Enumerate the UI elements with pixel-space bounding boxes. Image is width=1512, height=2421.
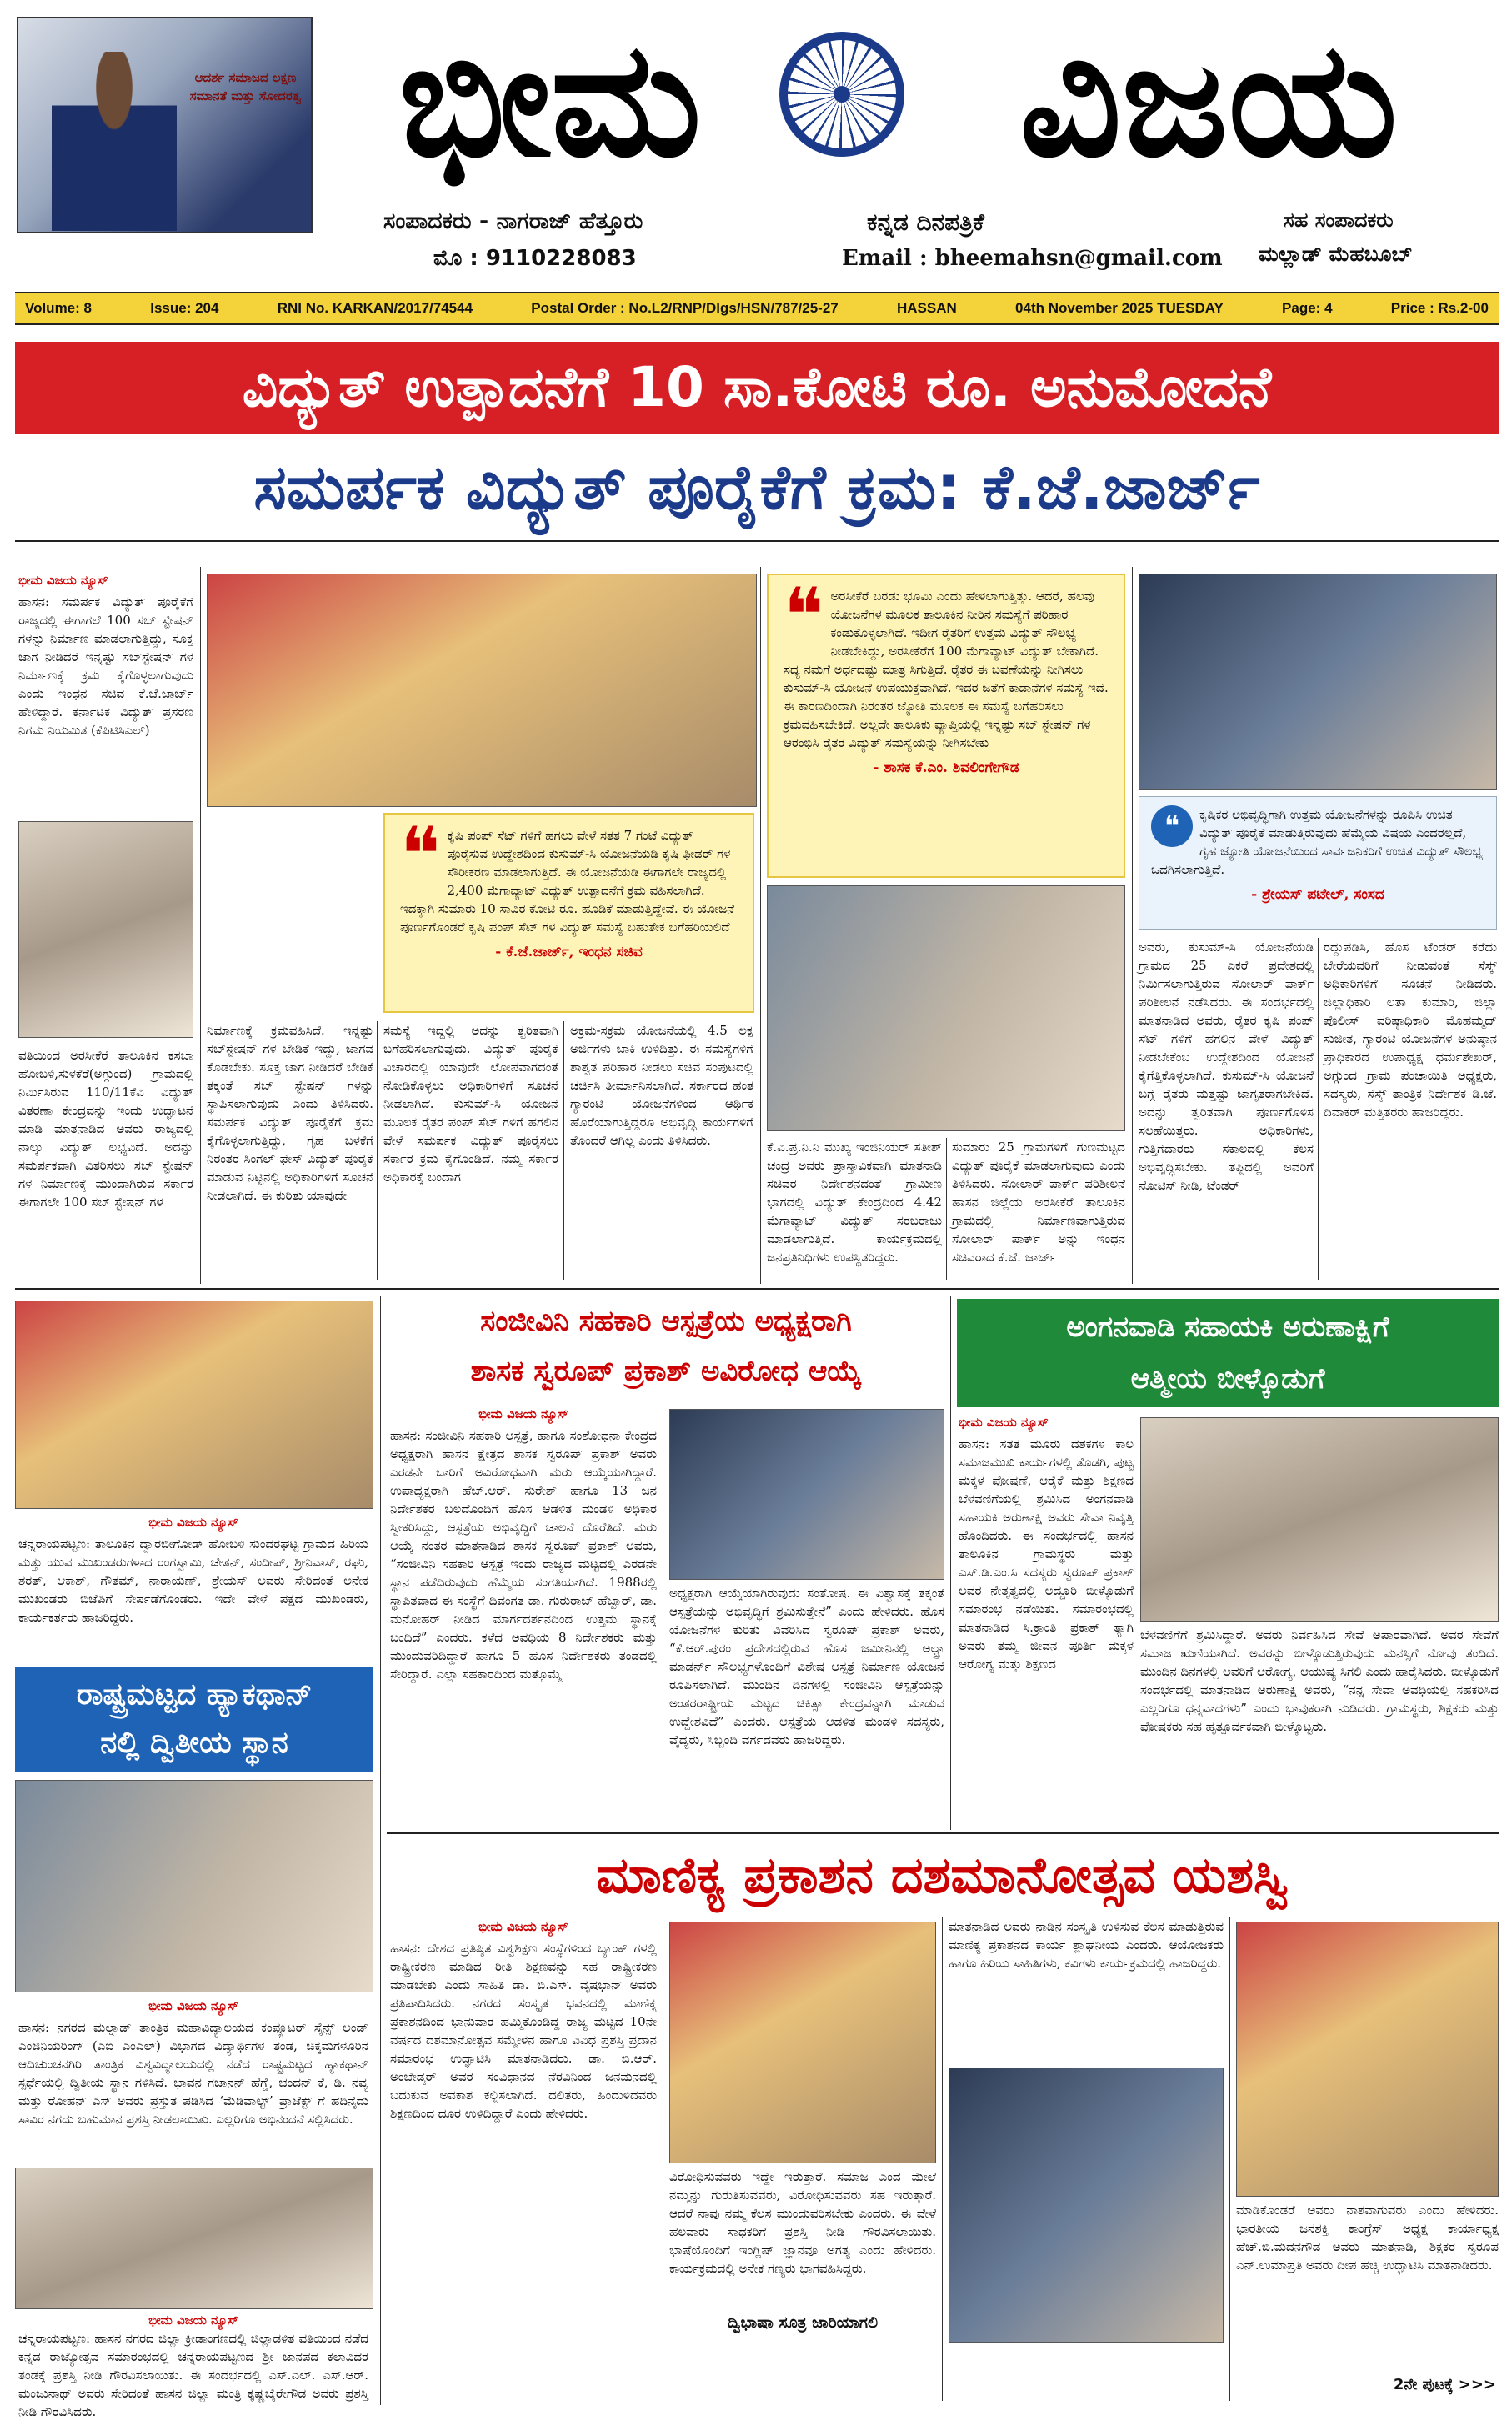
lead-byline: ಭೀಮ ವಿಜಯ ನ್ಯೂಸ್ — [18, 573, 108, 588]
manikya-headline: ಮಾಣಿಕ್ಯ ಪ್ರಕಾಶನ ದಶಮಾನೋತ್ಸವ ಯಶಸ್ವಿ — [596, 1847, 1289, 1905]
editor-name: ಸಂಪಾದಕರು - ನಾಗರಾಜ್ ಹೆತ್ತೂರು — [383, 208, 643, 234]
lead-col3 — [383, 1021, 558, 1280]
sanjeevini-col2 — [669, 1584, 944, 1826]
anganwadi-photo — [1140, 1417, 1499, 1622]
sanjeevini-headline-line1: ಸಂಜೀವಿನಿ ಸಹಕಾರಿ ಆಸ್ಪತ್ರೆಯ ಅಧ್ಯಕ್ಷರಾಗಿ — [480, 1305, 852, 1338]
lead-col4-text: ಅಕ್ರಮ-ಸಕ್ರಮ ಯೋಜನೆಯಲ್ಲಿ 4.5 ಲಕ್ಷ ಅರ್ಜಿಗಳು ಬಾಕಿ ಉಳಿದಿತ್ತು. ಈ ಸಮಸ್ಯೆಗಳಿಗೆ ಶಾಶ್ವತ ಪರಿಹಾರ ನೀಡಲು ಸಚಿವ ಸಂಪುಟದಲ್ಲಿ ಚರ್ಚಿಸಿ ತೀರ್ಮಾನಿಸಲಾಗಿದೆ. ಸರ್ಕಾರದ ಹಂತ ಗ್ಯಾರಂಟಿ ಯೋಜನೆಗಳಿಂದ ಆರ್ಥಿಕ ಹೊರೆಯಾಗುತ್ತಿದ್ದರೂ ಅಭಿವೃದ್ಧಿ ಕಾರ್ಯಗಳಿಗೆ ತೊಂದರೆ ಆಗಿಲ್ಲ ಎಂದು ತಿಳಿಸಿದರು. — [570, 1023, 753, 1148]
manikya-col2 — [669, 2168, 936, 2309]
lead-col7 — [1139, 938, 1314, 1280]
masthead-title-left: ಭೀಮ — [398, 8, 702, 192]
co-editor-name: ಮಲ್ಲಾಡ್ ಮೆಹಬೂಬ್ — [1259, 242, 1413, 266]
lead-photo-inauguration — [207, 574, 757, 807]
ambedkar-portrait — [17, 17, 313, 233]
anganwadi-col2 — [1140, 1626, 1499, 1826]
sanjeevini-col2-text: ಅಧ್ಯಕ್ಷರಾಗಿ ಆಯ್ಕೆಯಾಗಿರುವುದು ಸಂತೋಷ. ಈ ವಿಶ್ವಾಸಕ್ಕೆ ತಕ್ಕಂತೆ ಆಸ್ಪತ್ರೆಯನ್ನು ಅಭಿವೃದ್ಧಿಗೆ ಶ್ರಮಿಸುತ್ತೇನೆ” ಎಂದು ಹೇಳಿದರು. ಹೊಸ ಯೋಜನೆಗಳ ಕುರಿತು ವಿವರಿಸಿದ ಸ್ವರೂಪ್ ಪ್ರಕಾಶ್ ಅವರು, “ಕೆ.ಆರ್.ಪುರಂ ಪ್ರದೇಶದಲ್ಲಿರುವ ಹೊಸ ಜಮೀನಿನಲ್ಲಿ ಅಲ್ಟ್ರಾ ಮಾಡರ್ನ್ ಸೌಲಭ್ಯಗಳೊಂದಿಗೆ ವಿಶೇಷ ಆಸ್ಪತ್ರೆ ನಿರ್ಮಾಣ ಯೋಜನೆ ರೂಪಿಸಲಾಗಿದೆ. ಮುಂದಿನ ದಿನಗಳಲ್ಲಿ ಸಂಜೀವಿನಿ ಆಸ್ಪತ್ರೆಯನ್ನು ಅಂತರರಾಷ್ಟ್ರೀಯ ಮಟ್ಟದ ಚಿಕಿತ್ಸಾ ಕೇಂದ್ರವನ್ನಾಗಿ ಮಾಡುವ ಉದ್ದೇಶವಿದೆ” ಎಂದರು. ಆಸ್ಪತ್ರೆಯ ಆಡಳಿತ ಮಂಡಳಿ ಸದಸ್ಯರು, ವೈದ್ಯರು, ಸಿಬ್ಬಂದಿ ವರ್ಗದವರು ಹಾಜರಿದ್ದರು. — [669, 1586, 944, 1747]
sanjeevini-byline: ಭೀಮ ವಿಜಯ ನ್ಯೂಸ್ — [478, 1406, 568, 1421]
lead-col6 — [952, 1138, 1125, 1280]
manikya-byline: ಭೀಮ ವಿಜಯ ನ್ಯೂಸ್ — [478, 1919, 568, 1934]
hackathon-photo — [15, 1780, 373, 1992]
sanjeevini-headline — [387, 1296, 945, 1401]
manikya-photo-stage — [949, 2068, 1224, 2343]
editor-phone: ಮೊ : 9110228083 — [433, 246, 637, 271]
story-left-protest — [18, 1513, 368, 1663]
quote-mp-text: ಕೃಷಿಕರ ಅಭಿವೃದ್ಧಿಗಾಗಿ ಉತ್ತಮ ಯೋಜನೆಗಳನ್ನು ರೂಪಿಸಿ ಉಚಿತ ವಿದ್ಯುತ್ ಪೂರೈಕೆ ಮಾಡುತ್ತಿರುವುದು ಹೆಮ್ಮೆಯ ವಿಷಯ ಎಂದರಲ್ಲದೆ, ಗೃಹ ಜ್ಯೋತಿ ಯೋಜನೆಯಿಂದ ಸಾರ್ವಜನಿಕರಿಗೆ ಉಚಿತ ವಿದ್ಯುತ್ ಸೌಲಭ್ಯ ಒದಗಿಸಲಾಗುತ್ತಿದೆ. — [1151, 807, 1483, 877]
lead-col2 — [207, 1021, 373, 1280]
anganwadi-col1 — [959, 1413, 1134, 1826]
quote-george-text: ಕೃಷಿ ಪಂಪ್ ಸೆಟ್ ಗಳಿಗೆ ಹಗಲು ವೇಳೆ ಸತತ 7 ಗಂಟೆ ವಿದ್ಯುತ್ ಪೂರೈಸುವ ಉದ್ದೇಶದಿಂದ ಕುಸುಮ್-ಸಿ ಯೋಜನೆಯಡಿ ಕೃಷಿ ಫೀಡರ್ ಗಳ ಸೌರೀಕರಣ ಮಾಡಲಾಗುತ್ತಿದೆ. ಈ ಯೋಜನೆಯಡಿ ಈಗಾಗಲೇ ರಾಜ್ಯದಲ್ಲಿ 2,400 ಮೆಗಾವ್ಯಾಟ್ ವಿದ್ಯುತ್ ಉತ್ಪಾದನೆಗೆ ಕ್ರಮ ವಹಿಸಲಾಗಿದೆ. ಇದಕ್ಕಾಗಿ ಸುಮಾರು 10 ಸಾವಿರ ಕೋಟಿ ರೂ. ಹೂಡಿಕೆ ಮಾಡುತ್ತಿದ್ದೇವೆ. ಈ ಯೋಜನೆ ಪೂರ್ಣಗೊಂಡರೆ ಕೃಷಿ ಪಂಪ್ ಸೆಟ್ ಗಳ ವಿದ್ಯುತ್ ಸಮಸ್ಯೆ ಬಹುತೇಕ ಬಗೆಹರಿಯಲಿದೆ — [400, 828, 735, 935]
info-postal: Postal Order : No.L2/RNP/Dlgs/HSN/787/25-27 — [531, 300, 839, 316]
quote-mla-by: - ಶಾಸಕ ಕೆ.ಎಂ. ಶಿವಲಿಂಗೇಗೌಡ — [873, 759, 1019, 776]
manikya-photo-mic — [1236, 1922, 1499, 2197]
left-bottom-byline: ಭೀಮ ವಿಜಯ ನ್ಯೂಸ್ — [148, 2313, 238, 2328]
quote-box-shreyas — [1139, 796, 1497, 930]
lead-col2-text: ನಿರ್ಮಾಣಕ್ಕೆ ಕ್ರಮವಹಿಸಿದೆ. ಇನ್ನಷ್ಟು ಸಬ್‌ಸ್ಟೇಷನ್ ಗಳ ಬೇಡಿಕೆ ಇದ್ದು, ಜಾಗವ ಕೊಡಬೇಕು. ಸೂಕ್ತ ಜಾಗ ನೀಡಿದರೆ ಬೇಡಿಕೆ ತಕ್ಕಂತೆ ಸಬ್ ಸ್ಟೇಷನ್ ಗಳನ್ನು ಸ್ಥಾಪಿಸಲಾಗುವುದು ಎಂದು ತಿಳಿಸಿದರು. ಸಮರ್ಪಕ ವಿದ್ಯುತ್ ಪೂರೈಕೆಗೆ ಕ್ರಮ ಕೈಗೊಳ್ಳಲಾಗುತ್ತಿದ್ದು, ಗೃಹ ಬಳಕೆಗೆ ನಿರಂತರ ಸಿಂಗಲ್ ಫೇಸ್ ವಿದ್ಯುತ್ ಪೂರೈಕೆ ಮಾಡುವ ನಿಟ್ಟಿನಲ್ಲಿ ಅಧಿಕಾರಿಗಳಿಗೆ ಸೂಚನೆ ನೀಡಲಾಗಿದೆ. ಈ ಕುರಿತು ಯಾವುದೇ — [207, 1023, 373, 1203]
quote-box-george — [383, 813, 754, 1013]
continued-link[interactable]: 2ನೇ ಪುಟಕ್ಕೆ >>> — [1393, 2376, 1496, 2393]
hackathon-headline-line1: ರಾಷ್ಟ್ರಮಟ್ಟದ ಹ್ಯಾಕಥಾನ್ — [76, 1677, 313, 1712]
lead-col5 — [767, 1138, 942, 1280]
info-city: HASSAN — [896, 300, 957, 316]
manikya-col3-text: ಮಾತನಾಡಿದ ಅವರು ನಾಡಿನ ಸಂಸ್ಕೃತಿ ಉಳಿಸುವ ಕೆಲಸ ಮಾಡುತ್ತಿರುವ ಮಾಣಿಕ್ಯ ಪ್ರಕಾಶನದ ಕಾರ್ಯ ಶ್ಲಾಘನೀಯ ಎಂದರು. ಆಯೋಜಕರು ಹಾಗೂ ಹಿರಿಯ ಸಾಹಿತಿಗಳು, ಕವಿಗಳು ಕಾರ್ಯಕ್ರಮದಲ್ಲಿ ಹಾಜರಿದ್ದರು. — [949, 1919, 1224, 1971]
quote-mla-text: ಅರಸೀಕೆರೆ ಬರಡು ಭೂಮಿ ಎಂದು ಹೇಳಲಾಗುತ್ತಿತ್ತು. ಆದರೆ, ಹಲವು ಯೋಜನೆಗಳ ಮೂಲಕ ತಾಲೂಕಿನ ನೀರಿನ ಸಮಸ್ಯೆಗೆ ಪರಿಹಾರ ಕಂಡುಕೊಳ್ಳಲಾಗಿದೆ. ಇದೀಗ ರೈತರಿಗೆ ಉತ್ತಮ ವಿದ್ಯುತ್ ಸೌಲಭ್ಯ ನೀಡಬೇಕಿದ್ದು, ಅರಸೀಕೆರೆಗೆ 100 ಮೆಗಾವ್ಯಾಟ್ ವಿದ್ಯುತ್ ಬೇಕಾಗಿದೆ. ಸದ್ಯ ನಮಗೆ ಅರ್ಧದಷ್ಟು ಮಾತ್ರ ಸಿಗುತ್ತಿದೆ. ರೈತರ ಈ ಬವಣೆಯನ್ನು ನೀಗಿಸಲು ಕುಸುಮ್-ಸಿ ಯೋಜನೆ ಉಪಯುಕ್ತವಾಗಿದೆ. ಇದರ ಜತೆಗೆ ಕಾಡಾನೆಗಳ ಸಮಸ್ಯೆ ಇದೆ. ಈ ಕಾರಣದಿಂದಾಗಿ ನಿರಂತರ ಜ್ಯೋತಿ ಮೂಲಕ ಈ ಸಮಸ್ಯೆ ಬಗೆಹರಿಸಲು ಕ್ರಮವಹಿಸಬೇಕಿದೆ. ಅಲ್ಲದೇ ತಾಲೂಕು ವ್ಯಾಪ್ತಿಯಲ್ಲಿ ಇನ್ನಷ್ಟು ಸಬ್ ಸ್ಟೇಷನ್ ಗಳ ಆರಂಭಿಸಿ ರೈತರ ವಿದ್ಯುತ್ ಸಮಸ್ಯೆಯನ್ನು ನೀಗಿಸಬೇಕು — [784, 589, 1109, 750]
sanjeevini-col1-text: ಹಾಸನ: ಸಂಜೀವಿನಿ ಸಹಕಾರಿ ಆಸ್ಪತ್ರೆ, ಹಾಗೂ ಸಂಶೋಧನಾ ಕೇಂದ್ರದ ಅಧ್ಯಕ್ಷರಾಗಿ ಹಾಸನ ಕ್ಷೇತ್ರದ ಶಾಸಕ ಸ್ವರೂಪ್ ಪ್ರಕಾಶ್ ಅವರು ಎರಡನೇ ಬಾರಿಗೆ ಅವಿರೋಧವಾಗಿ ಮರು ಆಯ್ಕೆಯಾಗಿದ್ದಾರೆ. ಉಪಾಧ್ಯಕ್ಷರಾಗಿ ಹೆಚ್.ಆರ್. ಸುರೇಶ್ ಹಾಗೂ 13 ಜನ ನಿರ್ದೇಶಕರ ಬಲದೊಂದಿಗೆ ಹೊಸ ಆಡಳಿತ ಮಂಡಳಿ ಅಧಿಕಾರ ಸ್ವೀಕರಿಸಿದ್ದು, ಆಸ್ಪತ್ರೆಯ ಅಭಿವೃದ್ಧಿಗೆ ಚಾಲನೆ ದೊರೆತಿದೆ. ಮರು ಆಯ್ಕೆ ನಂತರ ಮಾತನಾಡಿದ ಶಾಸಕ ಸ್ವರೂಪ್ ಪ್ರಕಾಶ್ ಅವರು, “ಸಂಜೀವಿನಿ ಸಹಕಾರಿ ಆಸ್ಪತ್ರೆ ಇಂದು ರಾಜ್ಯದ ಮಟ್ಟದಲ್ಲಿ ಎರಡನೇ ಸ್ಥಾನ ಪಡೆದಿರುವುದು ಹೆಮ್ಮೆಯ ಸಂಗತಿಯಾಗಿದೆ. 1988ರಲ್ಲಿ ಸ್ಥಾಪಿತವಾದ ಈ ಸಂಸ್ಥೆಗೆ ದಿವಂಗತ ಡಾ. ಗುರುರಾಜ್ ಹೆಬ್ಬಾರ್, ಡಾ. ಮನೋಹರ್ ನೀಡಿದ ಮಾರ್ಗದರ್ಶನದಿಂದ ಉತ್ತಮ ಸ್ಥಾನಕ್ಕೆ ಬಂದಿದೆ” ಎಂದರು. ಕಳೆದ ಅವಧಿಯ 8 ನಿರ್ದೇಶಕರು ಮತ್ತು ಮುಂದುವರಿದಿದ್ದಾರೆ ಹಾಗೂ 5 ಹೊಸ ನಿರ್ದೇಶಕರು ತಂಡದಲ್ಲಿ ಸೇರಿದ್ದಾರೆ. ಎಲ್ಲಾ ಸಹಕಾರದಿಂದ ಮತ್ತೊಮ್ಮೆ — [390, 1428, 657, 1682]
info-volume: Volume: 8 — [25, 300, 92, 316]
quote-mp-by: - ಶ್ರೇಯಸ್ ಪಟೇಲ್, ಸಂಸದ — [1251, 886, 1384, 903]
manikya-col4 — [1236, 2201, 1499, 2368]
left-bottom-text: ಚನ್ನರಾಯಪಟ್ಟಣ: ಹಾಸನ ನಗರದ ಜಿಲ್ಲಾ ಕ್ರೀಡಾಂಗಣದಲ್ಲಿ ಜಿಲ್ಲಾಡಳಿತ ವತಿಯಿಂದ ನಡೆದ ಕನ್ನಡ ರಾಜ್ಯೋತ್ಸವ ಸಮಾರಂಭದಲ್ಲಿ ಚನ್ನರಾಯಪಟ್ಟಣದ ಶ್ರೀ ಜಾನಪದ ಕಲಾವಿದರ ತಂಡಕ್ಕೆ ಪ್ರಶಸ್ತಿ ನೀಡಿ ಗೌರವಿಸಲಾಯಿತು. ಈ ಸಂದರ್ಭದಲ್ಲಿ ಎಸ್.ಎಲ್. ಎಸ್.ಆರ್. ಮಂಜುನಾಥ್ ಅವರು ಸೇರಿದಂತೆ ಹಾಸನ ಜಿಲ್ಲಾ ಮಂತ್ರಿ ಕೃಷ್ಣಬೈರೇಗೌಡ ಅವರು ಪ್ರಶಸ್ತಿ ನೀಡಿ ಗೌರವಿಸಿದರು. — [18, 2331, 368, 2419]
ashoka-chakra-icon — [779, 32, 904, 157]
speech-bubble-icon: ❝ — [1151, 805, 1193, 847]
paper-type: ಕನ್ನಡ ದಿನಪತ್ರಿಕೆ — [867, 208, 984, 236]
portrait-figure-icon — [52, 52, 177, 231]
award-photo — [15, 2168, 373, 2309]
anganwadi-byline: ಭೀಮ ವಿಜಯ ನ್ಯೂಸ್ — [959, 1415, 1049, 1430]
quote-george-by: - ಕೆ.ಜೆ.ಜಾರ್ಜ್, ಇಂಧನ ಸಚಿವ — [495, 944, 643, 960]
masthead — [0, 0, 1512, 292]
info-issue: Issue: 204 — [150, 300, 219, 316]
lead-col1b — [18, 1046, 193, 1280]
story-hackathon — [18, 1997, 368, 2163]
anganwadi-headline — [957, 1299, 1499, 1407]
lead-col1 — [18, 571, 193, 813]
co-editor-label: ಸಹ ಸಂಪಾದಕರು — [1284, 208, 1394, 232]
info-bar — [15, 292, 1499, 325]
manikya-col2-text: ವಿರೋಧಿಸುವವರು ಇದ್ದೇ ಇರುತ್ತಾರೆ. ಸಮಾಜ ಎಂದ ಮೇಲೆ ನಮ್ಮನ್ನು ಗುರುತಿಸುವವರು, ವಿರೋಧಿಸುವವರು ಸಹ ಇರುತ್ತಾರೆ. ಆದರೆ ನಾವು ನಮ್ಮ ಕೆಲಸ ಮುಂದುವರಿಸಬೇಕು ಎಂದರು. ಈ ವೇಳೆ ಹಲವಾರು ಸಾಧಕರಿಗೆ ಪ್ರಶಸ್ತಿ ನೀಡಿ ಗೌರವಿಸಲಾಯಿತು. ಭಾಷೆಯೊಂದಿಗೆ ಇಂಗ್ಲಿಷ್ ಜ್ಞಾನವೂ ಅಗತ್ಯ ಎಂದು ಹೇಳಿದರು. ಕಾರ್ಯಕ್ರಮದಲ್ಲಿ ಅನೇಕ ಗಣ್ಯರು ಭಾಗವಹಿಸಿದ್ದರು. — [669, 2169, 936, 2276]
lead-headline: ಸಮರ್ಪಕ ವಿದ್ಯುತ್ ಪೂರೈಕೆಗೆ ಕ್ರಮ: ಕೆ.ಜೆ.ಜಾರ್ಜ್ — [253, 452, 1260, 524]
protest-text: ಚನ್ನರಾಯಪಟ್ಟಣ: ತಾಲೂಕಿನ ದ್ವಾರಬೀಗೋಡ್ ಹೋಬಳಿ ಸುಂದರಘಟ್ಟ ಗ್ರಾಮದ ಹಿರಿಯ ಮತ್ತು ಯುವ ಮುಖಂಡರುಗಳಾದ ರಂಗಸ್ವಾಮಿ, ಚೇತನ್, ಸಂದೀಪ್, ಶ್ರೀನಿವಾಸ್, ರಘು, ಶರತ್, ಆಕಾಶ್, ಗೌತಮ್, ನಾರಾಯಣ್, ಶ್ರೇಯಸ್ ಅವರು ಸೇರಿದಂತೆ ಅನೇಕ ಮುಖಂಡರು ಬಿಜೆಪಿಗೆ ಸೇರ್ಪಡೆಗೊಂಡರು. ಇದೇ ವೇಳೆ ಪಕ್ಷದ ಮುಖಂಡರು, ಕಾರ್ಯಕರ್ತರು ಹಾಜರಿದ್ದರು. — [18, 1536, 368, 1625]
hackathon-text: ಹಾಸನ: ನಗರದ ಮಲ್ನಾಡ್ ತಾಂತ್ರಿಕ ಮಹಾವಿದ್ಯಾಲಯದ ಕಂಪ್ಯೂಟರ್ ಸೈನ್ಸ್ ಅಂಡ್ ಎಂಜಿನಿಯರಿಂಗ್ (ಎಐ ಎಂಎಲ್) ವಿಭಾಗದ ವಿದ್ಯಾರ್ಥಿಗಳ ತಂಡ, ಚಿಕ್ಕಮಗಳೂರಿನ ಆದಿಚುಂಚನಗಿರಿ ತಾಂತ್ರಿಕ ವಿಶ್ವವಿದ್ಯಾಲಯದಲ್ಲಿ ನಡೆದ ರಾಷ್ಟ್ರಮಟ್ಟದ ಹ್ಯಾಕಥಾನ್ ಸ್ಪರ್ಧೆಯಲ್ಲಿ ದ್ವಿತೀಯ ಸ್ಥಾನ ಗಳಿಸಿದೆ. ಭಾವನ ಗಜಾನನ್ ಹೆಗ್ಡೆ, ಚಂದನ್ ಕೆ, ಡಿ. ನವ್ಯ ಮತ್ತು ರೋಹನ್ ಎಸ್ ಅವರು ಪ್ರಸ್ತುತ ಪಡಿಸಿದ ‘ಮೆಡಿವಾಲ್ಟ್’ ಪ್ರಾಜೆಕ್ಟ್ ಗೆ ಹದಿನೈದು ಸಾವಿರ ನಗದು ಬಹುಮಾನ ಪ್ರಶಸ್ತಿ ನೀಡಲಾಯಿತು. ಎಲ್ಲರಿಗೂ ಅಭಿನಂದನೆ ಸಲ್ಲಿಸಿದರು. — [18, 2020, 368, 2127]
hackathon-headline — [15, 1667, 373, 1772]
lead-photo-officials — [767, 885, 1125, 1131]
email: Email : bheemahsn@gmail.com — [842, 246, 1223, 271]
anganwadi-col2-text: ಬೆಳವಣಿಗೆಗೆ ಶ್ರಮಿಸಿದ್ದಾರೆ. ಅವರು ನಿರ್ವಹಿಸಿದ ಸೇವೆ ಅಪಾರವಾಗಿದೆ. ಅವರ ಸೇವೆಗೆ ಸಮಾಜ ಋಣಿಯಾಗಿದೆ. ಅವರನ್ನು ಬೀಳ್ಕೊಡುತ್ತಿರುವುದು ಮನಸ್ಸಿಗೆ ನೋವು ತಂದಿದೆ. ಮುಂದಿನ ದಿನಗಳಲ್ಲಿ ಅವರಿಗೆ ಆರೋಗ್ಯ, ಆಯುಷ್ಯ ಸಿಗಲಿ ಎಂದು ಹಾರೈಸಿದರು. ಬೀಳ್ಕೊಡುಗೆ ಸಂದರ್ಭದಲ್ಲಿ ಮಾತನಾಡಿದ ಅರುಣಾಕ್ಷಿ ಅವರು, “ನನ್ನ ಸೇವಾ ಅವಧಿಯಲ್ಲಿ ಸಹಕರಿಸಿದ ಎಲ್ಲರಿಗೂ ಧನ್ಯವಾದಗಳು” ಎಂದು ಭಾವುಕರಾಗಿ ನುಡಿದರು. ಗ್ರಾಮಸ್ಥರು, ಶಿಕ್ಷಕರು ಮತ್ತು ಪೋಷಕರು ಸಹ ಹೃತ್ಪೂರ್ವಕವಾಗಿ ಬೀಳ್ಕೊಟ್ಟರು. — [1140, 1627, 1499, 1734]
lead-col4 — [570, 1021, 753, 1280]
manikya-photo-speaker — [669, 1922, 936, 2163]
anganwadi-headline-line2: ಆತ್ಮೀಯ ಬೀಳ್ಕೊಡುಗೆ — [1130, 1362, 1325, 1396]
lead-col1b-text: ವತಿಯಿಂದ ಅರಸೀಕೆರೆ ತಾಲೂಕಿನ ಕಸಬಾ ಹೋಬಳಿ,ಸುಳಕೆರೆ(ಅಗ್ಗುಂದ) ಗ್ರಾಮದಲ್ಲಿ ನಿರ್ಮಿಸಿರುವ 110/11ಕೆವಿ ವಿದ್ಯುತ್ ವಿತರಣಾ ಕೇಂದ್ರವನ್ನು ಇಂದು ಉದ್ಘಾಟನೆ ಮಾಡಿ ಮಾತನಾಡಿದ ಅವರು ರಾಜ್ಯದಲ್ಲಿ ನಾಲ್ಕು ವಿದ್ಯುತ್ ಲಭ್ಯವಿದೆ. ಅದನ್ನು ಸಮರ್ಪಕವಾಗಿ ವಿತರಿಸಲು ಸಬ್ ಸ್ಟೇಷನ್ ಗಳ ನಿರ್ಮಾಣಕ್ಕೆ ಮುಂದಾಗಿರುವ ಸರ್ಕಾರ ಈಗಾಗಲೇ 100 ಸಬ್ ಸ್ಟೇಷನ್ ಗಳ — [18, 1048, 193, 1210]
lead-col8-text: ರದ್ದುಪಡಿಸಿ, ಹೊಸ ಟೆಂಡರ್ ಕರೆದು ಬೇರೆಯವರಿಗೆ ನೀಡುವಂತೆ ಸೆಸ್ಕ್ ಅಧಿಕಾರಿಗಳಿಗೆ ಸೂಚನೆ ನೀಡಿದರು. ಜಿಲ್ಲಾಧಿಕಾರಿ ಲತಾ ಕುಮಾರಿ, ಜಿಲ್ಲಾ ಪೊಲೀಸ್ ವರಿಷ್ಠಾಧಿಕಾರಿ ಮೊಹಮ್ಮದ್ ಸುಜೀತ, ಗ್ಯಾರಂಟಿ ಯೋಜನೆಗಳ ಅನುಷ್ಠಾನ ಪ್ರಾಧಿಕಾರದ ಉಪಾಧ್ಯಕ್ಷ ಧರ್ಮಶೇಖರ್, ಅಗ್ಗುಂದ ಗ್ರಾಮ ಪಂಚಾಯಿತಿ ಅಧ್ಯಕ್ಷರು, ಸದಸ್ಯರು, ಸೆಸ್ಕ್ ತಾಂತ್ರಿಕ ನಿರ್ದೇಶಕ ಡಿ.ಜೆ. ದಿವಾಕರ್ ಮತ್ತಿತರರು ಹಾಜರಿದ್ದರು. — [1324, 940, 1497, 1120]
info-rni: RNI No. KARKAN/2017/74544 — [277, 300, 473, 316]
quote-mark-icon: ❝ — [400, 811, 441, 899]
hackathon-headline-line2: ನಲ್ಲಿ ದ್ವಿತೀಯ ಸ್ಥಾನ — [100, 1726, 288, 1760]
info-date: 04th November 2025 TUESDAY — [1015, 300, 1224, 316]
protest-photo — [15, 1301, 373, 1509]
lead-banner: ವಿದ್ಯುತ್ ಉತ್ಪಾದನೆಗೆ 10 ಸಾ.ಕೋಟಿ ರೂ. ಅನುಮೋದನೆ — [15, 342, 1499, 434]
manikya-subhead: ದ್ವಿಭಾಷಾ ಸೂತ್ರ ಜಾರಿಯಾಗಲಿ — [727, 2313, 879, 2332]
lead-photo-ribbon-cutting — [1139, 574, 1497, 790]
manikya-col3 — [949, 1917, 1224, 2063]
lead-col1a-text: ಹಾಸನ: ಸಮರ್ಪಕ ವಿದ್ಯುತ್ ಪೂರೈಕೆಗೆ ರಾಜ್ಯದಲ್ಲಿ ಈಗಾಗಲೆ 100 ಸಬ್ ಸ್ಟೇಷನ್ ಗಳನ್ನು ನಿರ್ಮಾಣ ಮಾಡಲಾಗುತ್ತಿದ್ದು, ಸೂಕ್ತ ಜಾಗ ನೀಡಿದರೆ ಇನ್ನಷ್ಟು ಸಬ್‌ಸ್ಟೇಷನ್ ಗಳ ನಿರ್ಮಾಣಕ್ಕೆ ಕ್ರಮ ಕೈಗೊಳ್ಳಲಾಗುವುದು ಎಂದು ಇಂಧನ ಸಚಿವ ಕೆ.ಜೆ.ಜಾರ್ಜ್ ಹೇಳಿದ್ದಾರೆ. ಕರ್ನಾಟಕ ವಿದ್ಯುತ್ ಪ್ರಸರಣ ನಿಗಮ ನಿಯಮಿತ (ಕೆಪಿಟಿಸಿಎಲ್) — [18, 594, 193, 738]
portrait-quote: ಆದರ್ಶ ಸಮಾಜದ ಲಕ್ಷಣ ಸಮಾನತೆ ಮತ್ತು ಸೋದರತ್ವ — [189, 70, 302, 103]
quote-box-shivalingegowda — [767, 574, 1125, 878]
lead-col8 — [1324, 938, 1497, 1280]
masthead-title-right: ವಿಜಯ — [1019, 8, 1398, 192]
story-left-bottom — [18, 2311, 368, 2419]
lead-col6-text: ಸುಮಾರು 25 ಗ್ರಾಮಗಳಿಗೆ ಗುಣಮಟ್ಟದ ವಿದ್ಯುತ್ ಪೂರೈಕೆ ಮಾಡಲಾಗುವುದು ಎಂದು ತಿಳಿಸಿದರು. ಸೋಲಾರ್ ಪಾರ್ಕ್ ಪರಿಶೀಲನೆ ಹಾಸನ ಜಿಲ್ಲೆಯ ಅರಸೀಕೆರೆ ತಾಲೂಕಿನ ಗ್ರಾಮದಲ್ಲಿ ನಿರ್ಮಾಣವಾಗುತ್ತಿರುವ ಸೋಲಾರ್ ಪಾರ್ಕ್ ಅನ್ನು ಇಂಧನ ಸಚಿವರಾದ ಕೆ.ಜೆ. ಜಾರ್ಜ್ — [952, 1140, 1125, 1265]
quote-mark-icon: ❝ — [784, 572, 824, 659]
anganwadi-headline-line1: ಅಂಗನವಾಡಿ ಸಹಾಯಕಿ ಅರುಣಾಕ್ಷಿಗೆ — [1066, 1311, 1389, 1344]
manikya-col4-text: ಮಾಡಿಕೊಂಡರೆ ಅವರು ನಾಶವಾಗುವರು ಎಂದು ಹೇಳಿದರು. ಭಾರತೀಯ ಜನಶಕ್ತಿ ಕಾಂಗ್ರೆಸ್ ಅಧ್ಯಕ್ಷ ಕಾರ್ಯಾಧ್ಯಕ್ಷ ಹೆಚ್.ಬಿ.ಮದನಗೌಡ ಅವರು ಮಾತನಾಡಿ, ಶಿಕ್ಷಕರ ಸ್ವರೂಪ ಎನ್.ಉಮಾಪ್ರತಿ ಅವರು ದೀಪ ಹಚ್ಚಿ ಉದ್ಘಾಟಿಸಿ ಮಾತನಾಡಿದರು. — [1236, 2203, 1499, 2273]
manikya-col1 — [390, 1917, 657, 2351]
sanjeevini-headline-line2: ಶಾಸಕ ಸ್ವರೂಪ್ ಪ್ರಕಾಶ್ ಅವಿರೋಧ ಆಯ್ಕೆ — [470, 1355, 862, 1388]
lead-col3-text: ಸಮಸ್ಯೆ ಇದ್ದಲ್ಲಿ ಅದನ್ನು ತ್ವರಿತವಾಗಿ ಬಗೆಹರಿಸಲಾಗುವುದು. ವಿದ್ಯುತ್ ಪೂರೈಕೆ ವಿಚಾರದಲ್ಲಿ ಯಾವುದೇ ಲೋಪವಾಗದಂತೆ ನೋಡಿಕೊಳ್ಳಲು ಅಧಿಕಾರಿಗಳಿಗೆ ಸೂಚನೆ ನೀಡಲಾಗಿದೆ. ಕುಸುಮ್-ಸಿ ಯೋಜನೆ ಮೂಲಕ ರೈತರ ಪಂಪ್ ಸೆಟ್ ಗಳಿಗೆ ಹಗಲಿನ ವೇಳೆ ಸಮರ್ಪಕ ವಿದ್ಯುತ್ ಪೂರೈಸಲು ಸರ್ಕಾರ ಕ್ರಮ ಕೈಗೊಂಡಿದೆ. ನಮ್ಮ ಸರ್ಕಾರ ಅಧಿಕಾರಕ್ಕೆ ಬಂದಾಗ — [383, 1023, 558, 1185]
info-page: Page: 4 — [1282, 300, 1333, 316]
lead-photo-crowd — [18, 821, 193, 1038]
sanjeevini-col1 — [390, 1405, 657, 1826]
lead-rule — [15, 540, 1499, 542]
protest-byline: ಭೀಮ ವಿಜಯ ನ್ಯೂಸ್ — [148, 1515, 238, 1530]
info-price: Price : Rs.2-00 — [1390, 300, 1489, 316]
manikya-col1-text: ಹಾಸನ: ದೇಶದ ಪ್ರತಿಷ್ಠಿತ ವಿಶ್ವಶಿಕ್ಷಣ ಸಂಸ್ಥೆಗಳಿಂದ ಬ್ಯಾಂಕ್ ಗಳಲ್ಲಿ ರಾಷ್ಟ್ರೀಕರಣ ಮಾಡಿದ ರೀತಿ ಶಿಕ್ಷಣವನ್ನು ಸಹ ರಾಷ್ಟ್ರೀಕರಣ ಮಾಡಬೇಕು ಎಂದು ಸಾಹಿತಿ ಡಾ. ಬಿ.ಎಸ್. ವೃಷಭಾನ್ ಅವರು ಪ್ರತಿಪಾದಿಸಿದರು. ನಗರದ ಸಂಸ್ಕೃತ ಭವನದಲ್ಲಿ ಮಾಣಿಕ್ಯ ಪ್ರಕಾಶನದಿಂದ ಭಾನುವಾರ ಹಮ್ಮಿಕೊಂಡಿದ್ದ ರಾಜ್ಯ ಮಟ್ಟದ 10ನೇ ವರ್ಷದ ದಶಮಾನೋತ್ಸವ ಸಮ್ಮೇಳನ ಹಾಗೂ ವಿವಿಧ ಪ್ರಶಸ್ತಿ ಪ್ರದಾನ ಸಮಾರಂಭ ಉದ್ಘಾಟಿಸಿ ಮಾತನಾಡಿದರು. ಡಾ. ಬಿ.ಆರ್. ಅಂಬೇಡ್ಕರ್ ಅವರ ಸಂವಿಧಾನದ ನೆರವಿನಿಂದ ಜನಮನದಲ್ಲಿ ಬದುಕುವ ಅವಕಾಶ ಕಲ್ಪಿಸಲಾಗಿದೆ. ದಲಿತರು, ಹಿಂದುಳಿದವರು ಶಿಕ್ಷಣದಿಂದ ದೂರ ಉಳಿದಿದ್ದಾರೆ ಎಂದು ಹೇಳಿದರು. — [390, 1941, 657, 2121]
anganwadi-col1-text: ಹಾಸನ: ಸತತ ಮೂರು ದಶಕಗಳ ಕಾಲ ಸಮಾಜಮುಖಿ ಕಾರ್ಯಗಳಲ್ಲಿ ತೊಡಗಿ, ಪುಟ್ಟ ಮಕ್ಕಳ ಪೋಷಣೆ, ಆರೈಕೆ ಮತ್ತು ಶಿಕ್ಷಣದ ಬೆಳವಣಿಗೆಯಲ್ಲಿ ಶ್ರಮಿಸಿದ ಅಂಗನವಾಡಿ ಸಹಾಯಕಿ ಅರುಣಾಕ್ಷಿ ಅವರು ಸೇವಾ ನಿವೃತ್ತಿ ಹೊಂದಿದರು. ಈ ಸಂದರ್ಭದಲ್ಲಿ ಹಾಸನ ತಾಲೂಕಿನ ಗ್ರಾಮಸ್ಥರು ಮತ್ತು ಎಸ್.ಡಿ.ಎಂ.ಸಿ ಸದಸ್ಯರು ಸ್ವರೂಪ್ ಪ್ರಕಾಶ್ ಅವರ ನೇತೃತ್ವದಲ್ಲಿ ಅದ್ದೂರಿ ಬೀಳ್ಕೊಡುಗೆ ಸಮಾರಂಭ ನಡೆಯಿತು. ಸಮಾರಂಭದಲ್ಲಿ ಮಾತನಾಡಿದ ಸಿ.ಕ್ರಾಂತಿ ಪ್ರಕಾಶ್ ತ್ಯಾಗಿ ಅವರು ತಮ್ಮ ಜೀವನ ಪೂರ್ತಿ ಮಕ್ಕಳ ಆರೋಗ್ಯ ಮತ್ತು ಶಿಕ್ಷಣದ — [959, 1436, 1134, 1672]
sanjeevini-photo — [669, 1409, 944, 1580]
lead-col5-text: ಕೆ.ವಿ.ಪ್ರ.ನಿ.ನಿ ಮುಖ್ಯ ಇಂಜಿನಿಯರ್ ಸತೀಶ್ ಚಂದ್ರ ಅವರು ಪ್ರಾಸ್ತಾವಿಕವಾಗಿ ಮಾತನಾಡಿ ಸಚಿವರ ನಿರ್ದೇಶನದಂತೆ ಗ್ರಾಮೀಣ ಭಾಗದಲ್ಲಿ ವಿದ್ಯುತ್ ಕೇಂದ್ರದಿಂದ 4.42 ಮೆಗಾವ್ಯಾಟ್ ವಿದ್ಯುತ್ ಸರಬರಾಜು ಮಾಡಲಾಗುತ್ತಿದೆ. ಕಾರ್ಯಕ್ರಮದಲ್ಲಿ ಜನಪ್ರತಿನಿಧಿಗಳು ಉಪಸ್ಥಿತರಿದ್ದರು. — [767, 1140, 942, 1265]
hackathon-byline: ಭೀಮ ವಿಜಯ ನ್ಯೂಸ್ — [148, 1998, 238, 2013]
lead-col7-text: ಅವರು, ಕುಸುಮ್-ಸಿ ಯೋಜನೆಯಡಿ ಗ್ರಾಮದ 25 ಎಕರೆ ಪ್ರದೇಶದಲ್ಲಿ ನಿರ್ಮಿಸಲಾಗುತ್ತಿರುವ ಸೋಲಾರ್ ಪಾರ್ಕ್ ಪರಿಶೀಲನೆ ನಡೆಸಿದರು. ಈ ಸಂದರ್ಭದಲ್ಲಿ ಮಾತನಾಡಿದ ಅವರು, ರೈತರ ಕೃಷಿ ಪಂಪ್ ಸೆಟ್ ಗಳಿಗೆ ಹಗಲಿನ ವೇಳೆ ವಿದ್ಯುತ್ ನೀಡಬೇಕೆಂಬ ಉದ್ದೇಶದಿಂದ ಯೋಜನೆ ಕೈಗೆತ್ತಿಕೊಳ್ಳಲಾಗಿದೆ. ಕುಸುಮ್-ಸಿ ಯೋಜನೆ ಬಗ್ಗೆ ರೈತರು ಮತ್ತಷ್ಟು ಜಾಗೃತರಾಗಬೇಕಿದೆ. ಅದನ್ನು ತ್ವರಿತವಾಗಿ ಪೂರ್ಣಗೊಳಿಸ ಸಲಹೆಯಿತ್ತರು. ಅಧಿಕಾರಿಗಳು, ಗುತ್ತಿಗೆದಾರರು ಸಕಾಲದಲ್ಲಿ ಕೆಲಸ ಅಭಿವೃದ್ಧಿಸಬೇಕು. ತಪ್ಪಿದಲ್ಲಿ ಅವರಿಗೆ ನೋಟಿಸ್ ನೀಡಿ, ಟೆಂಡರ್ — [1139, 940, 1314, 1193]
